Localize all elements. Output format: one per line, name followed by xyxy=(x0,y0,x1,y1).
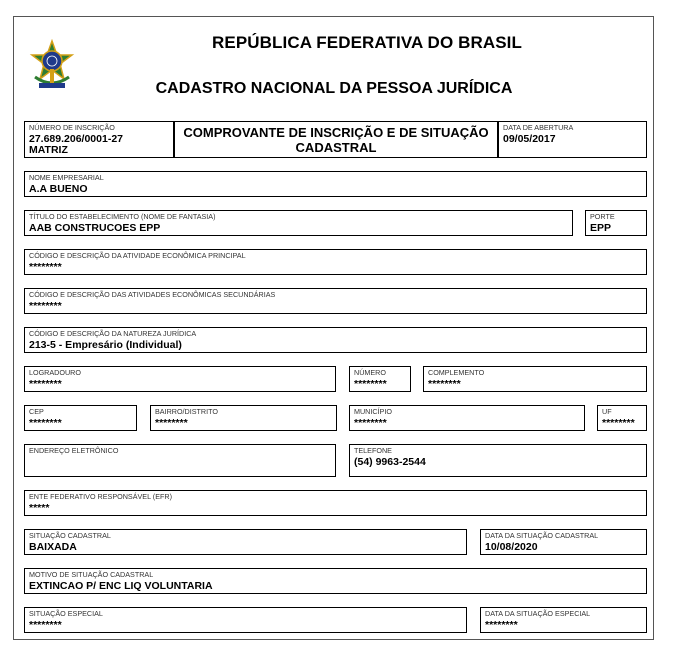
endereco-eletronico-label: ENDEREÇO ELETRÔNICO xyxy=(29,446,119,455)
complemento-value: ******** xyxy=(428,378,461,390)
numero-value: ******** xyxy=(354,378,387,390)
efr-box xyxy=(24,490,647,516)
data-situacao-especial-label: DATA DA SITUAÇÃO ESPECIAL xyxy=(485,609,591,618)
data-situacao-cadastral-value: 10/08/2020 xyxy=(485,541,538,553)
numero-inscricao-value: 27.689.206/0001-27 xyxy=(29,133,124,145)
numero-box xyxy=(349,366,411,392)
telefone-label: TELEFONE xyxy=(354,446,392,455)
natureza-juridica-box xyxy=(24,327,647,353)
situacao-cadastral-value: BAIXADA xyxy=(29,541,77,553)
situacao-especial-value: ******** xyxy=(29,619,62,631)
numero-inscricao-box xyxy=(24,121,174,158)
atividade-principal-box xyxy=(24,249,647,275)
logradouro-value: ******** xyxy=(29,378,62,390)
bairro-value: ******** xyxy=(155,417,188,429)
bairro-label: BAIRRO/DISTRITO xyxy=(155,407,218,416)
motivo-situacao-value: EXTINCAO P/ ENC LIQ VOLUNTARIA xyxy=(29,580,213,592)
efr-value: ***** xyxy=(29,502,50,514)
logradouro-label: LOGRADOURO xyxy=(29,368,81,377)
situacao-especial-label: SITUAÇÃO ESPECIAL xyxy=(29,609,103,618)
cep-label: CEP xyxy=(29,407,44,416)
situacao-especial-box xyxy=(24,607,467,633)
header-republica: REPÚBLICA FEDERATIVA DO BRASIL xyxy=(212,33,522,52)
porte-label: PORTE xyxy=(590,212,615,221)
uf-value: ******** xyxy=(602,417,635,429)
brazil-coat-of-arms-icon xyxy=(27,39,77,93)
nome-empresarial-label: NOME EMPRESARIAL xyxy=(29,173,104,182)
atividades-secundarias-value: ******** xyxy=(29,300,62,312)
atividade-principal-value: ******** xyxy=(29,261,62,273)
nome-empresarial-box xyxy=(24,171,647,197)
porte-box xyxy=(585,210,647,236)
efr-label: ENTE FEDERATIVO RESPONSÁVEL (EFR) xyxy=(29,492,172,501)
telefone-value: (54) 9963-2544 xyxy=(354,456,426,468)
data-abertura-value: 09/05/2017 xyxy=(503,133,556,145)
atividades-secundarias-label: CÓDIGO E DESCRIÇÃO DAS ATIVIDADES ECONÔMICAS SECUNDÁRIAS xyxy=(29,290,276,299)
situacao-cadastral-label: SITUAÇÃO CADASTRAL xyxy=(29,531,111,540)
complemento-label: COMPLEMENTO xyxy=(428,368,485,377)
data-abertura-label: DATA DE ABERTURA xyxy=(503,123,574,132)
municipio-label: MUNICÍPIO xyxy=(354,407,392,416)
situacao-cadastral-box xyxy=(24,529,467,555)
numero-inscricao-label: NÚMERO DE INSCRIÇÃO xyxy=(29,123,115,132)
data-abertura-box xyxy=(498,121,647,158)
titulo-estabelecimento-label: TÍTULO DO ESTABELECIMENTO (NOME DE FANTASIA) xyxy=(29,212,216,221)
bairro-box xyxy=(150,405,337,431)
titulo-estabelecimento-value: AAB CONSTRUCOES EPP xyxy=(29,222,161,234)
header-cadastro: CADASTRO NACIONAL DA PESSOA JURÍDICA xyxy=(155,80,513,97)
data-situacao-especial-box xyxy=(480,607,647,633)
natureza-juridica-label: CÓDIGO E DESCRIÇÃO DA NATUREZA JURÍDICA xyxy=(29,329,197,338)
municipio-box xyxy=(349,405,585,431)
atividade-principal-label: CÓDIGO E DESCRIÇÃO DA ATIVIDADE ECONÔMICA PRINCIPAL xyxy=(29,251,246,260)
municipio-value: ******** xyxy=(354,417,387,429)
titulo-estabelecimento-box xyxy=(24,210,573,236)
uf-label: UF xyxy=(602,407,612,416)
natureza-juridica-value: 213-5 - Empresário (Individual) xyxy=(29,339,182,351)
cep-value: ******** xyxy=(29,417,62,429)
data-situacao-cadastral-box xyxy=(480,529,647,555)
logradouro-box xyxy=(24,366,336,392)
cep-box xyxy=(24,405,137,431)
data-situacao-especial-value: ******** xyxy=(485,619,518,631)
matriz-value: MATRIZ xyxy=(29,144,68,156)
nome-empresarial-value: A.A BUENO xyxy=(29,183,88,195)
motivo-situacao-box xyxy=(24,568,647,594)
atividades-secundarias-box xyxy=(24,288,647,314)
comprovante-title: COMPROVANTE DE INSCRIÇÃO E DE SITUAÇÃO CADASTRAL xyxy=(183,124,489,155)
telefone-box xyxy=(349,444,647,477)
comprovante-title-box xyxy=(174,121,498,158)
porte-value: EPP xyxy=(590,222,612,234)
numero-label: NÚMERO xyxy=(354,368,386,377)
motivo-situacao-label: MOTIVO DE SITUAÇÃO CADASTRAL xyxy=(29,570,154,579)
data-situacao-cadastral-label: DATA DA SITUAÇÃO CADASTRAL xyxy=(485,531,599,540)
endereco-eletronico-box xyxy=(24,444,336,477)
uf-box xyxy=(597,405,647,431)
complemento-box xyxy=(423,366,647,392)
